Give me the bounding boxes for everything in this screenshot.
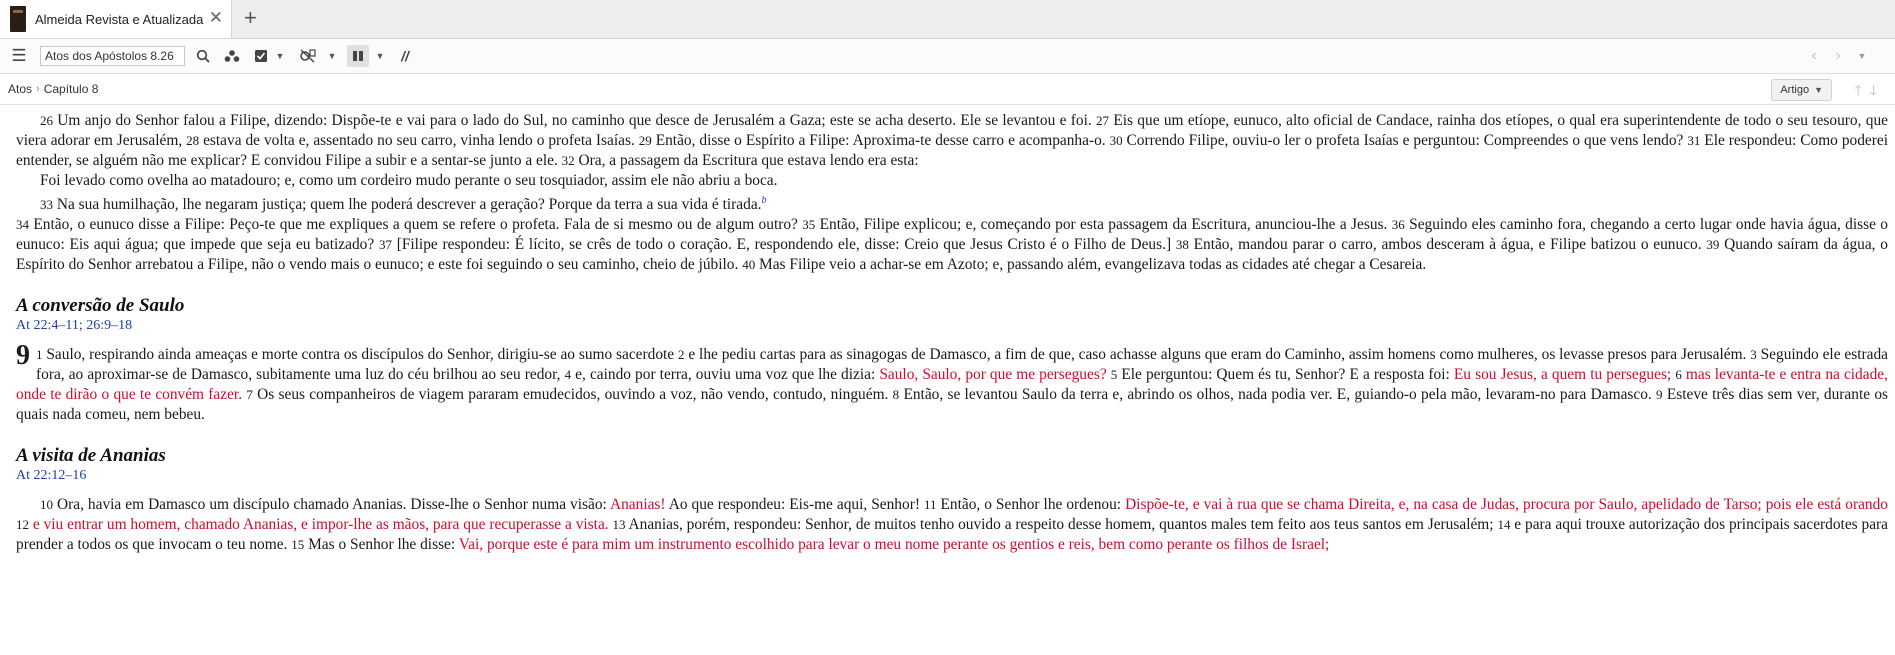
section-heading: A visita de Ananias [16,445,166,467]
verse-number: 12 [16,517,29,533]
verse-text: Ananias, porém, respondeu: Senhor, de muitos tenho ouvido a respeito desse homem, quantos males tem feito aos teus santos em Jerusalém; [625,516,1498,534]
verse-text: Ele respondeu: Como poderei entender, se alguém não me explicar? E convidou Filipe a subir e a sentar-se junto a ele. [16,132,1888,169]
paragraph [16,340,1889,425]
history-dropdown-icon[interactable]: ▼ [1857,51,1867,61]
checklist-icon[interactable] [252,39,270,73]
menu-icon[interactable]: ☰ [11,46,27,65]
verse-text: Ora, a passagem da Escritura que estava lendo era esta: [574,152,919,169]
verse-text: Ao que respondeu: Eis-me aqui, Senhor! [665,496,924,514]
verse-text: Na sua humilhação, lhe negaram justiça; quem lhe poderá descrever a geração? Porque da terra a sua vida é tirada. [53,196,762,214]
verse-number: 40 [742,257,756,273]
words-of-jesus: Dispõe-te, e vai à rua que se chama Direita, e, na casa de Judas, procura por Saulo, apelidado de Tarso; pois ele está orando [1125,496,1888,514]
words-of-jesus: mas levanta-te e entra na cidade, onde te dirão o que te convém fazer. [16,366,1888,404]
view-mode-label: Artigo [1780,84,1810,96]
section-heading: A conversão de Saulo [16,295,185,317]
verse-number: 7 [246,387,253,403]
verse-number: 30 [1109,133,1123,148]
words-of-jesus: e viu entrar um homem, chamado Ananias, e impor-lhe as mãos, para que recuperasse a vista. [29,516,609,534]
search-icon[interactable] [194,39,212,73]
parallel-icon[interactable]: // [401,48,409,64]
verse-number: 14 [1497,517,1511,533]
verse-text: Os seus companheiros de viagem pararam emudecidos, ouvindo a voz, não vendo, contudo, ninguém. [252,386,893,404]
verse-number: 28 [186,133,200,148]
paragraph [16,495,1888,555]
words-of-jesus: Saulo, Saulo, por que me persegues? [879,366,1107,384]
verse-number: 35 [802,217,816,233]
verse-text: Então, se levantou Saulo da terra e, abrindo os olhos, nada podia ver. E, guiando-o pela mão, levaram-no para Damasco. [899,386,1657,404]
verse-text: Um anjo do Senhor falou a Filipe, dizendo: Dispõe-te e vai para o lado do Sul, no caminho que desce de Jerusalém a Gaza; este se acha deserto. Ele se levantou e foi. [53,112,1097,129]
verse-number: 3 [1750,347,1757,363]
verse-number: 36 [1391,217,1405,233]
verse-number: 6 [1675,367,1682,383]
verse-number: 29 [638,133,652,148]
verse-number: 8 [892,387,900,403]
spacer [16,425,1888,446]
spacer [16,275,1888,296]
verse-text: Então, disse o Espírito a Filipe: Aproxima-te desse carro e acompanha-o. [651,132,1110,149]
verse-text: Esteve três dias sem ver, durante os quais nada comeu, nem bebeu. [16,386,1889,424]
verse-number: 38 [1175,237,1189,253]
quote-line [16,191,1888,215]
verse-text: Saulo, respirando ainda ameaças e morte contra os discípulos do Senhor, dirigiu-se ao sumo sacerdote [42,346,678,364]
tab-bible[interactable] [0,0,232,38]
verse-text: Eis que um etíope, eunuco, alto oficial de Candace, rainha dos etíopes, o qual era superintendente de todo o seu tesouro, que viera adorar em Jerusalém, [16,112,1888,149]
forward-icon[interactable]: › [1835,47,1841,64]
quote-line: Foi levado como ovelha ao matadouro; e, como um cordeiro mudo perante o seu tosquiador, assim ele não abriu a boca. [40,172,778,189]
verse-text: [Filipe respondeu: É lícito, se crês de todo o coração. E, respondendo ele, disse: Creio que Jesus Cristo é o Filho de Deus.] [391,236,1176,254]
verse-number: 10 [40,497,53,513]
verse-text: Então, Filipe explicou; e, começando por esta passagem da Escritura, anunciou-lhe a Jesus. [815,216,1392,234]
verse-number: 5 [1110,367,1118,383]
words-of-jesus: Eu sou Jesus, a quem tu persegues; [1453,366,1672,384]
arrow-down-icon[interactable]: 🡓 [1869,82,1885,98]
cross-reference[interactable]: At 22:4–11; 26:9–18 [16,318,133,334]
back-icon[interactable]: ‹ [1811,47,1817,64]
scroll-arrows [1854,80,1885,104]
arrow-up-icon[interactable]: 🡑 [1854,82,1870,98]
paragraph [16,215,1888,275]
chevron-down-icon[interactable]: ▼ [275,51,285,61]
breadcrumb [8,82,98,96]
verse-number: 27 [1096,113,1110,128]
breadcrumb-separator: › [36,83,40,95]
verse-number: 1 [36,347,43,363]
verse-text: Então, mandou parar o carro, ambos desceram à água, e Filipe batizou o eunuco. [1188,236,1707,254]
breadcrumb-book[interactable]: Atos [8,82,33,96]
tab-bar [0,0,1895,39]
toolbar [0,39,1895,74]
verse-text: Seguindo ele estrada fora, ao aproximar-se de Damasco, subitamente uma luz do céu brilhou ao seu redor, [36,346,1888,384]
verse-text: Então, o Senhor lhe ordenou: [936,496,1126,514]
verse-text: Mas o Senhor lhe disse: [304,536,459,554]
breadcrumb-bar [0,74,1895,105]
chevron-down-icon[interactable]: ▼ [327,51,337,61]
verse-text: e, caindo por terra, ouviu uma voz que lhe dizia: [571,366,880,384]
footnote-link[interactable]: b [761,195,767,206]
verse-text: e para aqui trouxe autorização dos principais sacerdotes para prender a todos os que invocam o teu nome. [16,516,1889,554]
verse-number: 2 [678,347,685,363]
verse-number: 34 [16,217,29,233]
breadcrumb-chapter[interactable]: Capítulo 8 [43,82,99,96]
verse-number: 33 [40,197,53,213]
words-of-jesus: Ananias! [609,496,666,514]
visual-filter-icon[interactable] [298,39,318,73]
verse-text: Quando saíram da água, o Espírito do Senhor arrebatou a Filipe, não o vendo mais o eunuco; e este foi seguindo o seu caminho, cheio de júbilo. [16,236,1888,274]
verse-number: 13 [612,517,626,533]
verse-number: 9 [1656,387,1663,403]
verse-text: Seguindo eles caminho fora, chegando a certo lugar onde havia água, disse o eunuco: Eis aqui água; que impede que seja eu batizado? [16,216,1888,254]
tab-title: Almeida Revista e Atualizada [35,11,204,27]
view-mode-dropdown[interactable] [1771,79,1832,101]
verse-text: Ora, havia em Damasco um discípulo chamado Ananias. Disse-lhe o Senhor numa visão: [53,496,610,514]
verse-text: Correndo Filipe, ouviu-o ler o profeta Isaías e perguntou: Compreendes o que vens lendo? [1122,132,1688,149]
verse-number: 37 [378,237,392,253]
verse-number: 15 [291,537,305,553]
chevron-down-icon: ▼ [1814,85,1823,95]
verse-number: 39 [1706,237,1720,253]
bible-text [16,111,1888,555]
chevron-down-icon[interactable]: ▼ [375,51,385,61]
verse-number: 4 [564,367,572,383]
verse-text: e lhe pediu cartas para as sinagogas de Damasco, a fim de que, caso achasse alguns que eram do Caminho, assim homens como mulheres, os levasse presos para Jerusalém. [684,346,1751,364]
verse-text: Ele perguntou: Quem és tu, Senhor? E a resposta foi: [1117,366,1454,384]
spacer [16,336,1888,345]
spacer [16,486,1888,495]
verse-text: Mas Filipe veio a achar-se em Azoto; e, passando além, evangelizava todas as cidades até chegar a Cesareia. [755,256,1427,274]
words-of-jesus: Vai, porque este é para mim um instrumento escolhido para levar o meu nome perante os gentios e reis, bem como perante os filhos de Israel; [458,536,1330,554]
verse-number: 32 [561,153,575,168]
book-icon [10,6,26,32]
people-icon[interactable] [222,39,242,73]
chapter-number: 9 [16,340,30,372]
cross-reference[interactable]: At 22:12–16 [16,468,87,484]
reference-input[interactable] [40,46,185,66]
verse-number: 31 [1687,133,1701,148]
verse-text: Então, o eunuco disse a Filipe: Peço-te que me expliques a quem se refere o profeta. Fala de si mesmo ou de algum outro? [29,216,803,234]
verse-number: 11 [923,497,937,513]
layout-panels-icon[interactable] [347,45,369,67]
verse-number: 26 [40,113,53,128]
new-tab-button[interactable]: + [244,5,257,30]
paragraph [16,111,1888,171]
verse-text: estava de volta e, assentado no seu carro, vinha lendo o profeta Isaías. [199,132,639,149]
close-icon[interactable]: ✕ [208,8,223,27]
